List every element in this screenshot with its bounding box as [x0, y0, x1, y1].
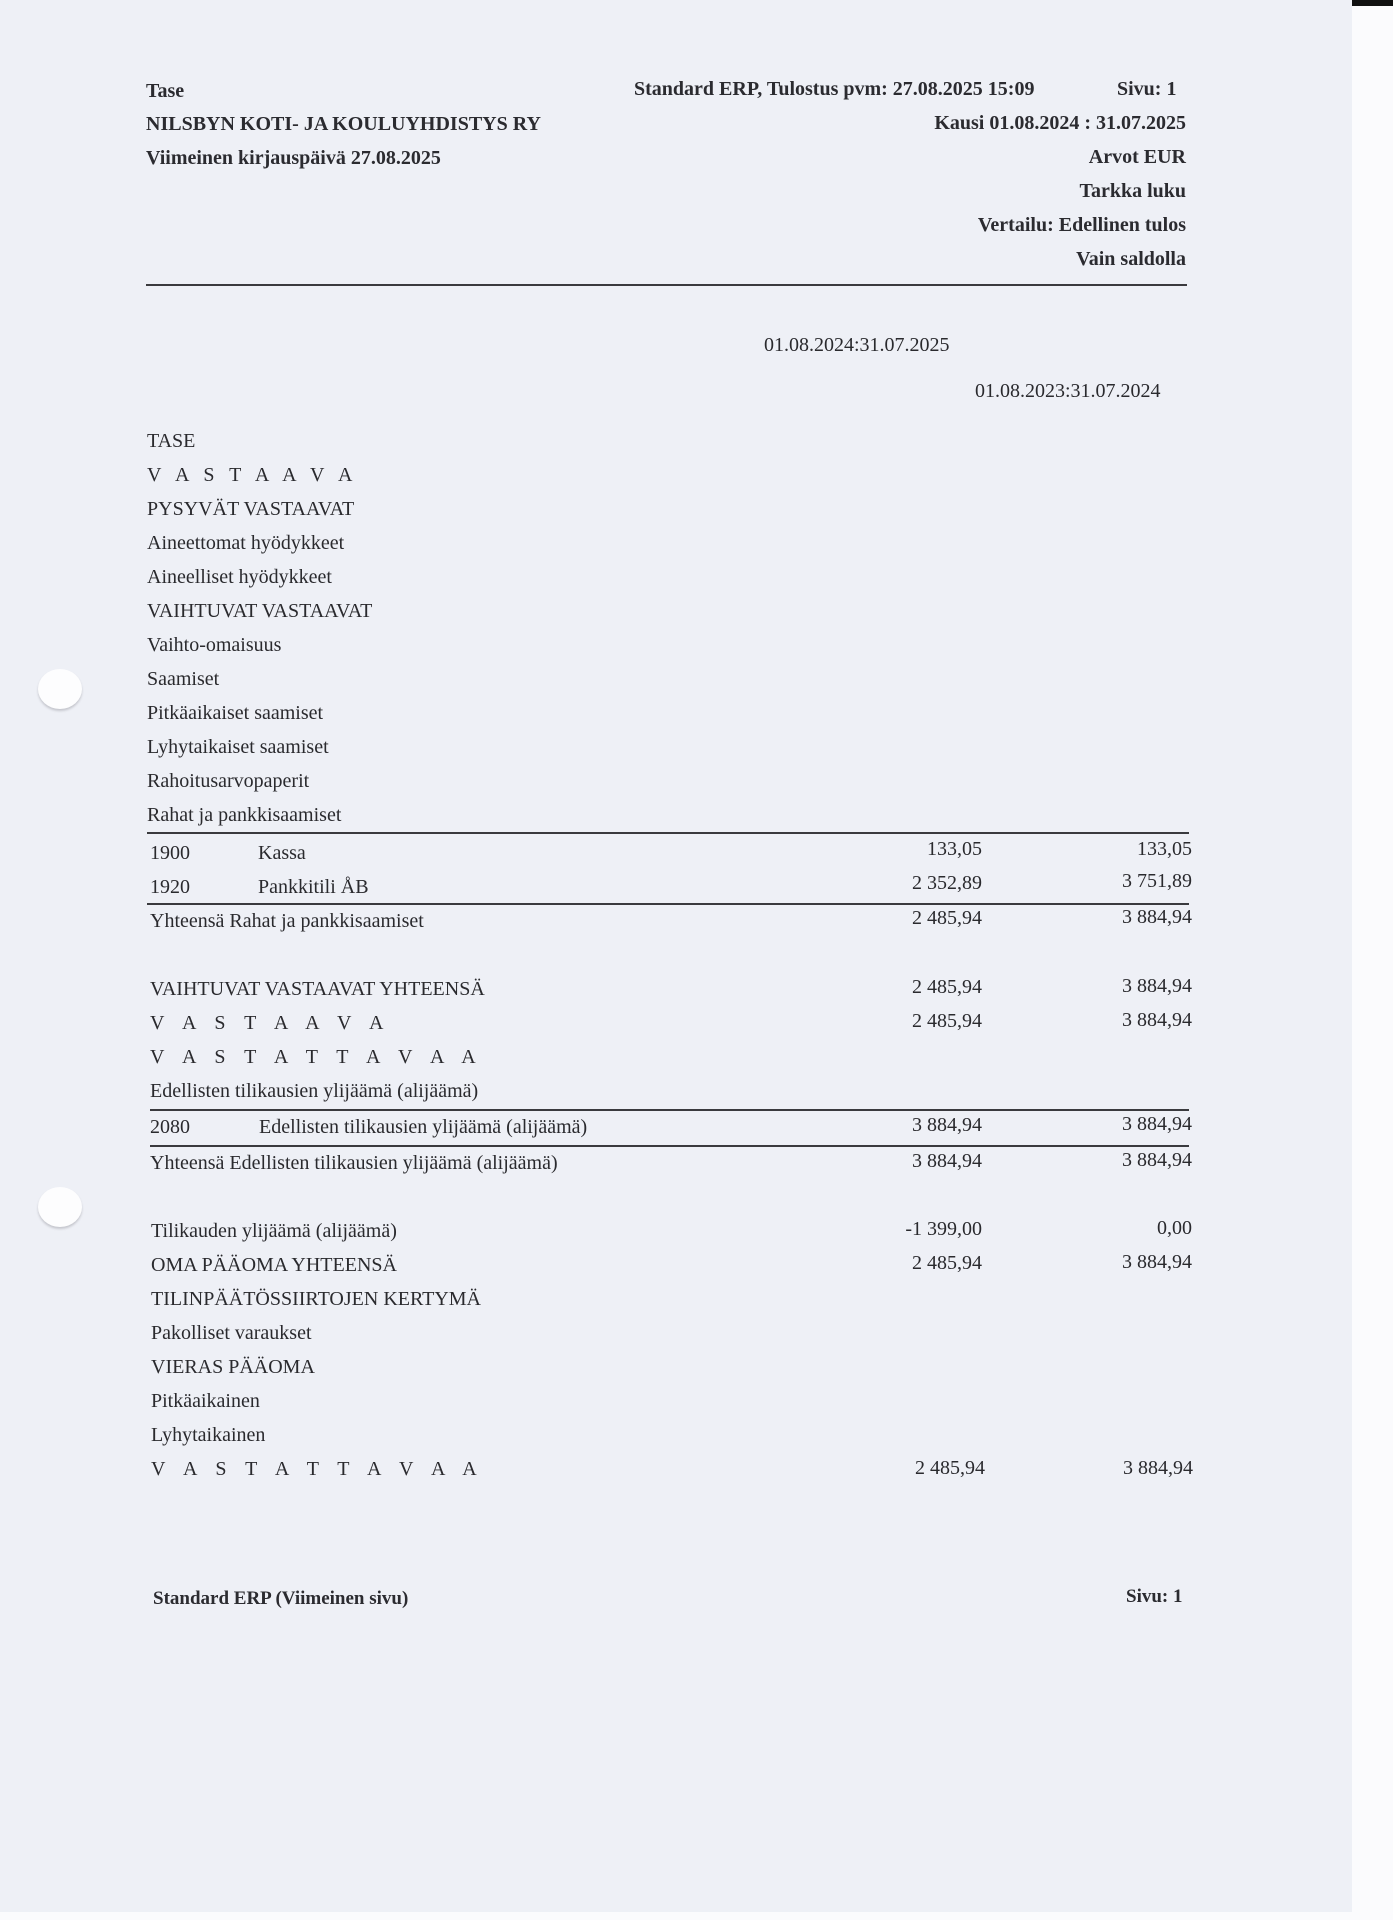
total-label: V A S T A T T A V A A: [151, 1458, 484, 1480]
divider: [150, 1145, 1189, 1147]
value-previous: 3 884,94: [1123, 1457, 1193, 1479]
row-edellisten: Edellisten tilikausien ylijäämä (alijäämä): [150, 1080, 479, 1102]
scan-margin: [1352, 0, 1393, 1920]
row-rahat: Rahat ja pankkisaamiset: [147, 804, 342, 826]
value-current: 2 485,94: [912, 1252, 982, 1274]
total-label: VAIHTUVAT VASTAAVAT YHTEENSÄ: [150, 978, 485, 1000]
value-current: 133,05: [927, 838, 982, 860]
value-previous: 3 884,94: [1122, 1251, 1192, 1273]
total-label: V A S T A A V A: [150, 1012, 391, 1034]
column-header-previous: 01.08.2023:31.07.2024: [975, 380, 1161, 402]
row-aineelliset: Aineelliset hyödykkeet: [147, 566, 332, 588]
precision-label: Tarkka luku: [1079, 180, 1186, 202]
row-saamiset: Saamiset: [147, 668, 220, 690]
section-tase: TASE: [147, 430, 196, 452]
row-lyhytaikainen: Lyhytaikainen: [151, 1424, 266, 1446]
period-range: Kausi 01.08.2024 : 31.07.2025: [934, 112, 1186, 134]
row-aineettomat: Aineettomat hyödykkeet: [147, 532, 345, 554]
value-current: 2 485,94: [912, 907, 982, 929]
row-tilinpaatos: TILINPÄÄTÖSSIIRTOJEN KERTYMÄ: [151, 1288, 481, 1310]
report-title: Tase: [146, 80, 185, 102]
value-current: 3 884,94: [912, 1114, 982, 1136]
row-pitkaaikainen: Pitkäaikainen: [151, 1390, 260, 1412]
last-posting-date: Viimeinen kirjauspäivä 27.08.2025: [146, 147, 441, 169]
balance-only-label: Vain saldolla: [1076, 248, 1186, 270]
account-number: 1920: [150, 876, 190, 898]
value-previous: 3 884,94: [1122, 1009, 1192, 1031]
punch-hole: [38, 669, 82, 709]
scan-bottom-margin: [0, 1912, 1393, 1920]
currency-label: Arvot EUR: [1088, 146, 1186, 168]
row-lyhytaikaiset-saamiset: Lyhytaikaiset saamiset: [147, 736, 329, 758]
system-print-line: Standard ERP, Tulostus pvm: 27.08.2025 15:09: [634, 78, 1035, 100]
row-label: Tilikauden ylijäämä (alijäämä): [151, 1220, 397, 1242]
value-previous: 3 884,94: [1122, 975, 1192, 997]
divider: [147, 903, 1189, 905]
total-label: Yhteensä Edellisten tilikausien ylijäämä (alijäämä): [150, 1152, 558, 1174]
account-name: Edellisten tilikausien ylijäämä (alijäämä): [259, 1116, 588, 1138]
value-current: 2 485,94: [915, 1457, 985, 1479]
organization-name: NILSBYN KOTI- JA KOULUYHDISTYS RY: [146, 113, 541, 135]
value-previous: 3 884,94: [1122, 1113, 1192, 1135]
account-name: Kassa: [258, 842, 306, 864]
footer-page-number: Sivu: 1: [1126, 1586, 1183, 1607]
value-previous: 3 884,94: [1122, 1149, 1192, 1171]
total-label: OMA PÄÄOMA YHTEENSÄ: [151, 1254, 397, 1276]
value-previous: 3 751,89: [1122, 870, 1192, 892]
row-rahoitusarvopaperit: Rahoitusarvopaperit: [147, 770, 310, 792]
value-current: -1 399,00: [905, 1218, 982, 1240]
section-vastattavaa: V A S T A T T A V A A: [150, 1046, 483, 1068]
row-vaihto-omaisuus: Vaihto-omaisuus: [147, 634, 282, 656]
punch-hole: [38, 1187, 82, 1227]
header-divider: [146, 284, 1187, 286]
value-previous: 3 884,94: [1122, 906, 1192, 928]
row-pysyvat: PYSYVÄT VASTAAVAT: [147, 498, 355, 520]
comparison-label: Vertailu: Edellinen tulos: [977, 214, 1186, 236]
value-current: 2 352,89: [912, 872, 982, 894]
divider: [147, 832, 1189, 834]
account-number: 1900: [150, 842, 190, 864]
account-name: Pankkitili ÅB: [258, 876, 369, 898]
value-previous: 0,00: [1157, 1217, 1192, 1239]
value-current: 3 884,94: [912, 1150, 982, 1172]
footer-system: Standard ERP (Viimeinen sivu): [153, 1588, 409, 1609]
row-vieras: VIERAS PÄÄOMA: [151, 1356, 315, 1378]
scan-corner-mark: [1352, 0, 1393, 6]
row-pakolliset: Pakolliset varaukset: [151, 1322, 312, 1344]
divider: [150, 1109, 1189, 1111]
page-number: Sivu: 1: [1117, 78, 1177, 100]
row-pitkaaikaiset-saamiset: Pitkäaikaiset saamiset: [147, 702, 324, 724]
row-vaihtuvat: VAIHTUVAT VASTAAVAT: [147, 600, 373, 622]
total-label: Yhteensä Rahat ja pankkisaamiset: [150, 910, 424, 932]
section-vastaava: V A S T A A V A: [147, 464, 358, 486]
value-current: 2 485,94: [912, 1010, 982, 1032]
account-number: 2080: [150, 1116, 190, 1138]
value-current: 2 485,94: [912, 976, 982, 998]
value-previous: 133,05: [1137, 838, 1192, 860]
column-header-current: 01.08.2024:31.07.2025: [764, 334, 950, 356]
